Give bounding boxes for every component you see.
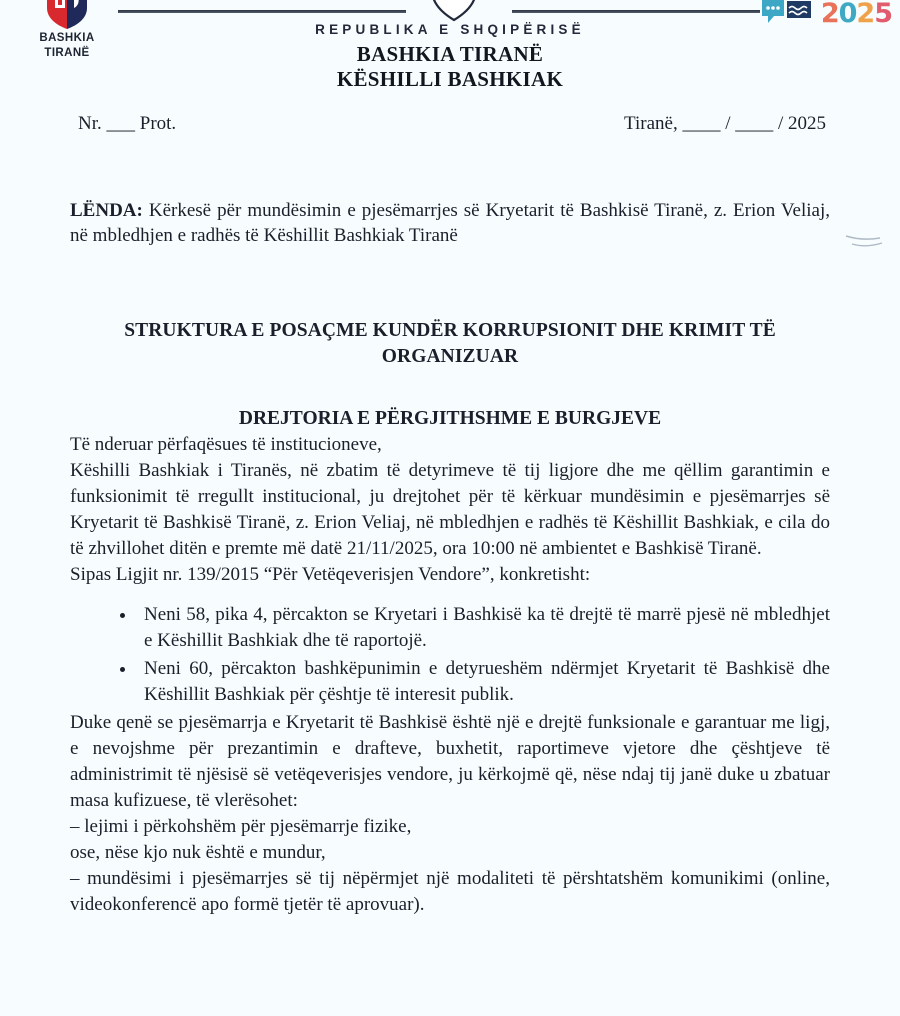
law-article-list bbox=[70, 602, 830, 708]
year-digit-3: 2 bbox=[856, 0, 875, 29]
recipient-heading-primary: STRUKTURA E POSAÇME KUNDËR KORRUPSIONIT DHE KRIMIT TË ORGANIZUAR bbox=[124, 320, 776, 367]
protocol-number: Nr. ___ Prot. bbox=[78, 113, 177, 134]
org-title-line2: KËSHILLI BASHKIAK bbox=[336, 67, 564, 91]
request-option-connector: ose, nëse kjo nuk është e mundur, bbox=[70, 842, 326, 863]
salutation: Të nderuar përfaqësues të institucioneve, bbox=[70, 434, 382, 455]
recipient-heading-secondary: DREJTORIA E PËRGJITHSHME E BURGJEVE bbox=[238, 408, 662, 429]
document-body bbox=[70, 198, 830, 918]
subject-label: LËNDA: bbox=[70, 200, 143, 221]
year-digit-2: 0 bbox=[838, 0, 857, 29]
request-option-2: – mundësimi i pjesëmarrjes së tij nëpërmjet një modaliteti të përshtatshëm komunikimi (online, videokonferencë apo formë tjetër të aprovuar). bbox=[70, 868, 830, 915]
year-digit-1: 2 bbox=[820, 0, 839, 29]
logo-caption-line2: TIRANË bbox=[44, 46, 90, 59]
list-item: Neni 60, përcakton bashkëpunimin e detyrueshëm ndërmjet Kryetarit të Bashkisë dhe Këshillit Bashkiak për çështje të interesit publik. bbox=[116, 656, 830, 708]
year-digit-4: 5 bbox=[874, 0, 892, 29]
organization-title bbox=[0, 42, 900, 92]
subject-text: Kërkesë për mundësimin e pjesëmarrjes së Kryetarit të Bashkisë Tiranë, z. Erion Veliaj, në mbledhjen e radhës të Këshillit Bashkiak Tiranë bbox=[70, 200, 830, 246]
protocol-place-date: Tiranë, ____ / ____ / 2025 bbox=[624, 113, 826, 134]
body-paragraph-1: Këshilli Bashkiak i Tiranës, në zbatim të detyrimeve të tij ligjore dhe me qëllim garantimin e funksionimit të rregullt institucional, ju drejtohet për të kërkuar mundësimin e pjesëmarrjes së Kryetarit të Bashkisë Tiranë, z. Erion Veliaj, në mbledhjen e radhës të Këshillit Bashkiak, e cila do të zhvillohet ditën e premte më datë 21/11/2025, ora 10:00 në ambientet e Bashkisë Tiranë. bbox=[70, 460, 830, 559]
scan-artifact-mark bbox=[844, 228, 890, 252]
org-title-line1: BASHKIA TIRANË bbox=[356, 42, 544, 66]
request-option-1: – lejimi i përkohshëm për pjesëmarrje fizike, bbox=[70, 816, 412, 837]
body-paragraph-2: Duke qenë se pjesëmarrja e Kryetarit të Bashkisë është një e drejtë funksionale e garantuar me ligj, e nevojshme për prezantimin e drafteve, buxhetit, raportimeve vjetore dhe çështjeve të administrimit të njësisë së vetëqeverisjes vendore, ju kërkojmë që, nëse ndaj tij janë duke u zbatuar masa kufizuese, të vlerësohet: bbox=[70, 712, 830, 811]
logo-caption-line1: BASHKIA bbox=[39, 32, 95, 44]
header-rule-right bbox=[512, 10, 760, 13]
republic-line: REPUBLIKA E SHQIPËRISË bbox=[315, 22, 585, 37]
header-rule-left bbox=[118, 10, 406, 13]
subject-line bbox=[70, 198, 830, 248]
list-item: Neni 58, pika 4, përcakton se Kryetari i Bashkisë ka të drejtë të marrë pjesë në mbledhjet e Këshillit Bashkiak dhe të raportojë. bbox=[116, 602, 830, 654]
law-intro: Sipas Ligjit nr. 139/2015 “Për Vetëqeverisjen Vendore”, konkretisht: bbox=[70, 564, 591, 585]
letterhead bbox=[0, 0, 900, 100]
protocol-row bbox=[0, 113, 900, 139]
